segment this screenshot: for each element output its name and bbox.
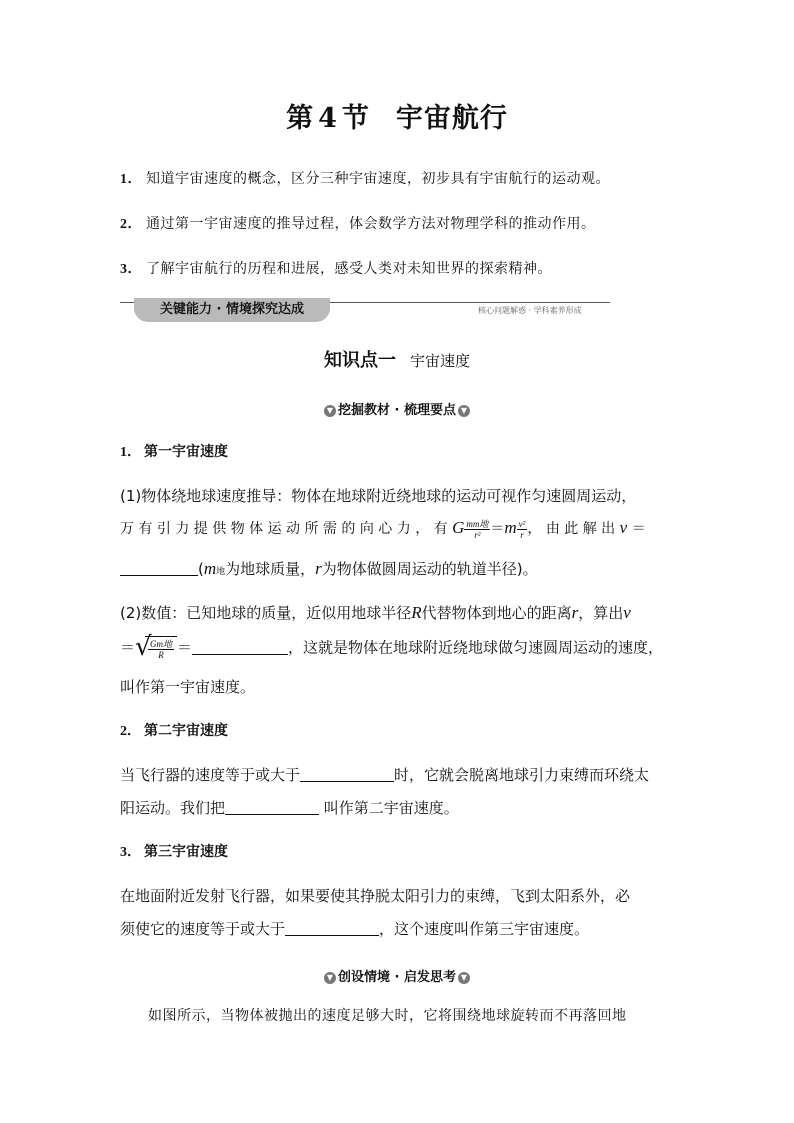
knowledge-point-label: 知识点一 (323, 350, 396, 371)
paragraph-scenario: 如图所示，当物体被抛出的速度足够大时，它将围绕地球旋转而不再落回地 (148, 1008, 627, 1024)
paragraph-derivation-line1: (1)物体绕地球速度推导：物体在地球附近绕地球的运动可视作匀速圆周运动， (120, 487, 637, 505)
title-name: 宇宙航行 (395, 103, 508, 134)
paragraph-second-line2: 阳运动。我们把 叫作第二宇宙速度。 (120, 799, 459, 817)
chevron-down-icon: ▼ (324, 405, 336, 417)
paragraph-second-line1: 当飞行器的速度等于或大于 时，它就会脱离地球引力束缚而环绕太 (120, 766, 650, 784)
chevron-down-icon: ▼ (458, 972, 470, 984)
title-suffix: 节 (341, 103, 370, 134)
subsection-pill-1: ▼ 挖掘教材 · 梳理要点 ▼ (0, 399, 794, 418)
fraction-centripetal: $\frac{\text{v²}}{r}$ (518, 518, 526, 540)
sqrt-expression: √ $\frac{\text{Gm地}}{R}$ (135, 636, 177, 660)
subsection-pill-2: ▼ 创设情境 · 启发思考 ▼ (0, 966, 794, 985)
answer-blank-1[interactable] (120, 561, 198, 576)
knowledge-point-heading (0, 346, 794, 372)
paragraph-numeric-line2: ＝ √ $\frac{\text{Gm地}}{R}$ ＝ ，这就是物体在地球附近绕地球做匀速圆周运动的速度， (120, 632, 664, 662)
heading-third-cosmic-velocity: 3． 第三宇宙速度 (120, 844, 228, 860)
title-prefix: 第 (286, 103, 315, 134)
paragraph-third-line2: 须使它的速度等于或大于 ，这个速度叫作第三宇宙速度。 (120, 920, 590, 938)
answer-blank-3[interactable] (300, 767, 394, 782)
title-number: 4 (318, 103, 338, 134)
section-banner-subtitle: 核心问题解惑 · 学科素养形成 (478, 306, 582, 315)
heading-first-cosmic-velocity: 1． 第一宇宙速度 (120, 444, 228, 460)
chevron-down-icon: ▼ (458, 405, 470, 417)
answer-blank-4[interactable] (225, 800, 319, 815)
section-banner: 关键能力 · 情境探究达成 (134, 298, 330, 322)
heading-second-cosmic-velocity: 2． 第二宇宙速度 (120, 723, 228, 739)
paragraph-numeric-line3: 叫作第一宇宙速度。 (120, 678, 256, 696)
page-title (0, 96, 794, 135)
paragraph-derivation-line2: 万 有 引 力 提 供 物 体 运 动 所 需 的 向 心 力 ， 有 G $\frac{\text{mm地}}{\text{r²}}$ ＝m $\frac{\text{v²}}{r}$ ， 由 此 解 出 v ＝ (120, 518, 646, 540)
objective-1: 1． 知道宇宙速度的概念，区分三种宇宙速度，初步具有宇宙航行的运动观。 (120, 171, 610, 187)
fraction-gravity: $\frac{\text{mm地}}{\text{r²}}$ (466, 518, 489, 540)
knowledge-point-topic: 宇宙速度 (409, 352, 470, 370)
objective-3: 3． 了解宇宙航行的历程和进展，感受人类对未知世界的探索精神。 (120, 261, 552, 277)
paragraph-third-line1: 在地面附近发射飞行器，如果要使其挣脱太阳引力的束缚，飞到太阳系外，必 (120, 887, 631, 905)
chevron-down-icon: ▼ (324, 972, 336, 984)
paragraph-numeric-line1: (2)数值：已知地球的质量，近似用地球半径R代替物体到地心的距离r，算出v (120, 603, 631, 622)
answer-blank-2[interactable] (192, 640, 288, 655)
objective-2: 2． 通过第一宇宙速度的推导过程，体会数学方法对物理学科的推动作用。 (120, 216, 596, 232)
answer-blank-5[interactable] (285, 921, 379, 936)
paragraph-derivation-line3: (m地为地球质量，r为物体做圆周运动的轨道半径)。 (120, 558, 680, 579)
